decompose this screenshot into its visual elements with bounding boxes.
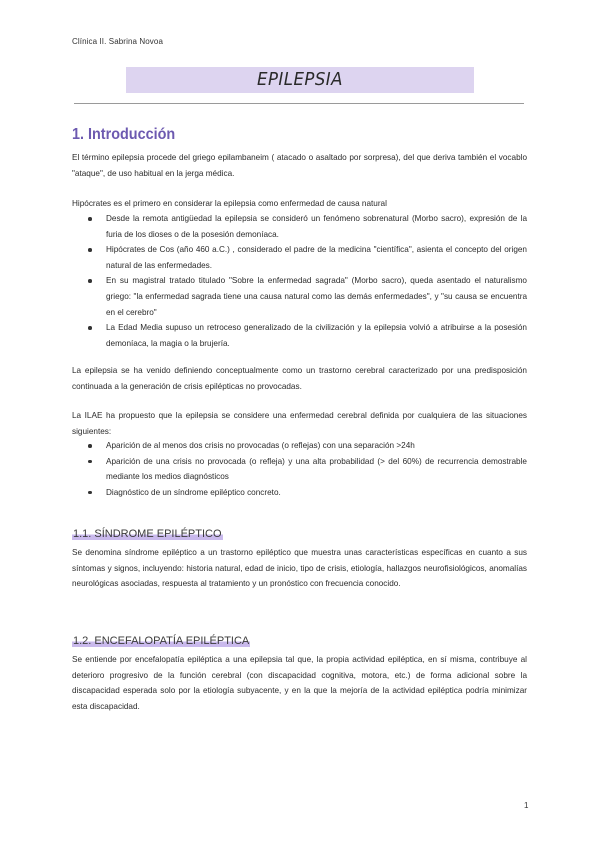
history-bullet-list	[84, 211, 527, 351]
list-item: Aparición de al menos dos crisis no provocadas (o reflejas) con una separación >24h	[84, 438, 527, 454]
section-heading-sindrome: 1.1. SÍNDROME EPILÉPTICO	[73, 528, 222, 540]
encefalopatia-paragraph: Se entiende por encefalopatía epiléptica a una epilepsia tal que, la propia actividad epiléptica, en sí misma, contribuye al deterioro progresivo de la función cerebral (con discapacidad cognitiva, motora, etc.) de forma adicional sobre la discapacidad esperada solo por la etiología subyacente, y en la que la mejoría de la actividad epiléptica podría minimizar esta discapacidad.	[72, 655, 527, 711]
header-note: Clínica II. Sabrina Novoa	[72, 37, 163, 46]
title-band	[126, 67, 474, 93]
document-title: EPILEPSIA	[257, 69, 343, 90]
list-item: La Edad Media supuso un retroceso generalizado de la civilización y la epilepsia volvió a atribuirse a la posesión demoníaca, la magia o la brujería.	[84, 320, 527, 351]
ilae-lead: La ILAE ha propuesto que la epilepsia se considere una enfermedad cerebral definida por cualquiera de las situaciones siguientes:	[72, 411, 527, 436]
intro-paragraph: El término epilepsia procede del griego epilambaneim ( atacado o asaltado por sorpresa), del que deriva también el vocablo "ataque", de uso habitual en la jerga médica.	[72, 153, 527, 178]
title-divider	[74, 103, 524, 104]
list-item: Aparición de una crisis no provocada (o refleja) y una alta probabilidad (> del 60%) de recurrencia demostrable mediante los medios diagnósticos	[84, 454, 527, 485]
section-heading-introduction: 1. Introducción	[72, 126, 176, 143]
list-item: Hipócrates de Cos (año 460 a.C.) , considerado el padre de la medicina "científica", asienta el concepto del origen natural de las enfermedades.	[84, 242, 527, 273]
list-item: En su magistral tratado titulado "Sobre la enfermedad sagrada" (Morbo sacro), queda asentado el naturalismo griego: "la enfermedad sagrada tiene una causa natural como las demás enfermedades", y "su causa se encuentra en el cerebro"	[84, 273, 527, 320]
hippocrates-lead: Hipócrates es el primero en considerar la epilepsia como enfermedad de causa natural	[72, 199, 387, 208]
page-number: 1	[524, 801, 529, 810]
ilae-bullet-list	[84, 438, 527, 500]
list-item: Desde la remota antigüedad la epilepsia se consideró un fenómeno sobrenatural (Morbo sacro), expresión de la furia de los dioses o de la posesión demoníaca.	[84, 211, 527, 242]
list-item: Diagnóstico de un síndrome epiléptico concreto.	[84, 485, 527, 501]
sindrome-paragraph: Se denomina síndrome epiléptico a un trastorno epiléptico que muestra unas características específicas en cuanto a sus síntomas y signos, incluyendo: historia natural, edad de inicio, tipo de crisis, etiología, hallazgos neurofisiológicos, anomalías neurológicas asociadas, respuesta al tratamiento y un pronóstico con frecuencia conocido.	[72, 548, 527, 589]
section-heading-encefalopatia: 1.2. ENCEFALOPATÍA EPILÉPTICA	[73, 635, 250, 647]
definition-paragraph: La epilepsia se ha venido definiendo conceptualmente como un trastorno cerebral caracterizado por una predisposición continuada a la generación de crisis epilépticas no provocadas.	[72, 366, 527, 391]
